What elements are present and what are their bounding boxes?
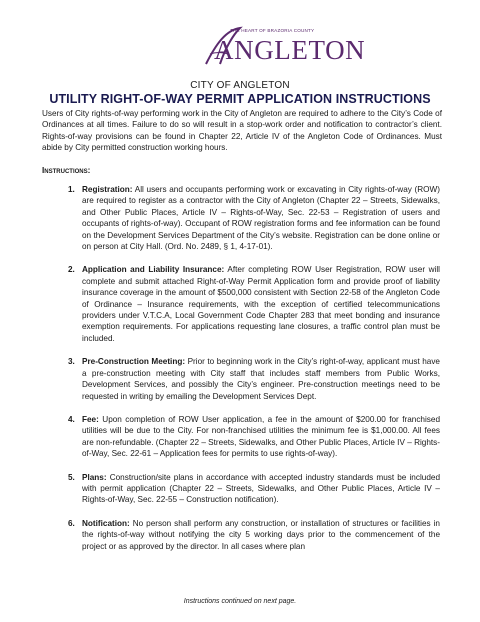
item-label: Application and Liability Insurance: xyxy=(82,265,225,275)
instruction-item-registration xyxy=(42,184,440,252)
item-text: All users and occupants performing work or excavating in City rights-of-way (ROW) are required to register as a contractor with the City of Angleton (Chapter 22 – Streets, Sidewalks, and Other Public Places, Article IV – Rights-of-Way, Sec. 22-53 – Registration of users and occupants of rights-of-way). Occupant of ROW registration forms and fee information can be found on the Development Services Department of the City’s website. Registration can be done online or on person at City Hall. (Ord. No. 2489, § 1, 4-17-01). xyxy=(82,185,440,252)
item-number: 6. xyxy=(68,518,75,528)
instruction-item-application xyxy=(42,264,440,344)
item-label: Plans: xyxy=(82,472,107,482)
item-label: Notification: xyxy=(82,518,130,528)
item-number: 4. xyxy=(68,414,75,424)
city-heading: CITY OF ANGLETON xyxy=(190,80,290,91)
item-number: 3. xyxy=(68,357,75,367)
instruction-item-notification xyxy=(42,518,440,552)
item-text: Construction/site plans in accordance with accepted industry standards must be included with permit application (Chapter 22 – Streets, Sidewalks, and Other Public Places, Article IV – Rights-of-Way, Sec. 22-55 – Construction notification). xyxy=(82,472,440,505)
logo-wordmark: ANGLETON xyxy=(214,35,366,65)
item-text: Upon completion of ROW User application, a fee in the amount of $200.00 for franchised utilities will be due to the City. For non-franchised utilities the minimum fee is $1,000.00. All fees are non-refundable. (Chapter 22 – Streets, Sidewalks, and Other Public Places, Article IV – Rights-of-Way, Sec. 22-61 – Application fees for permits to use rights-of-way). xyxy=(82,414,440,459)
item-label: Fee: xyxy=(82,414,99,424)
instructions-list xyxy=(42,184,440,564)
item-label: Pre-Construction Meeting: xyxy=(82,357,186,367)
item-text: Prior to beginning work in the City’s right-of-way, applicant must have a pre-construction meeting with City staff that includes staff members from Public Works, Development Services, and possibly the City’s engineer. Pre-construction meetings need to be requested in writing by emailing the Development Services Dept. xyxy=(82,357,440,401)
item-number: 1. xyxy=(68,185,75,194)
instructions-heading: Instructions: xyxy=(42,166,91,175)
angleton-logo xyxy=(196,24,366,70)
item-label: Registration: xyxy=(82,185,133,194)
intro-paragraph: Users of City rights-of-way performing work in the City of Angleton are required to adhere to the City’s Code of Ordinances at all times. Failure to do so will result in a stop-work order and notification to contractor’s client. Rights-of-way provisions can be found in Chapter 22, Article IV of the Angleton Code of Ordinances. Must abide by City permitted construction working hours. xyxy=(42,109,442,153)
item-text: No person shall perform any construction, or installation of structures or facilities in the rights-of-way without notifying the city 5 working days prior to the commencement of the project or as approved by the director. In all cases where plan xyxy=(82,518,440,551)
item-number: 2. xyxy=(68,265,75,275)
item-number: 5. xyxy=(68,472,75,482)
logo-tagline: THE HEART OF BRAZORIA COUNTY xyxy=(230,28,315,33)
item-text: After completing ROW User Registration, ROW user will complete and submit attached Right-of-Way Permit Application form and provide proof of liability insurance coverage in the amount of $500,000 consistent with Section 22-58 of the Angleton Code of Ordinance – Insurance requirements, with the exception of certified telecommunications providers under V.T.C.A, Local Government Code Chapter 283 that meet bonding and insurance exemption requirements. For applications requesting lane closures, a traffic control plan must be included. xyxy=(82,265,441,343)
instruction-item-fee xyxy=(42,414,440,460)
instruction-item-plans xyxy=(42,472,440,506)
instruction-item-preconstruction xyxy=(42,356,440,402)
continued-note: Instructions continued on next page. xyxy=(183,598,297,605)
page-title: UTILITY RIGHT-OF-WAY PERMIT APPLICATION INSTRUCTIONS xyxy=(49,92,431,106)
